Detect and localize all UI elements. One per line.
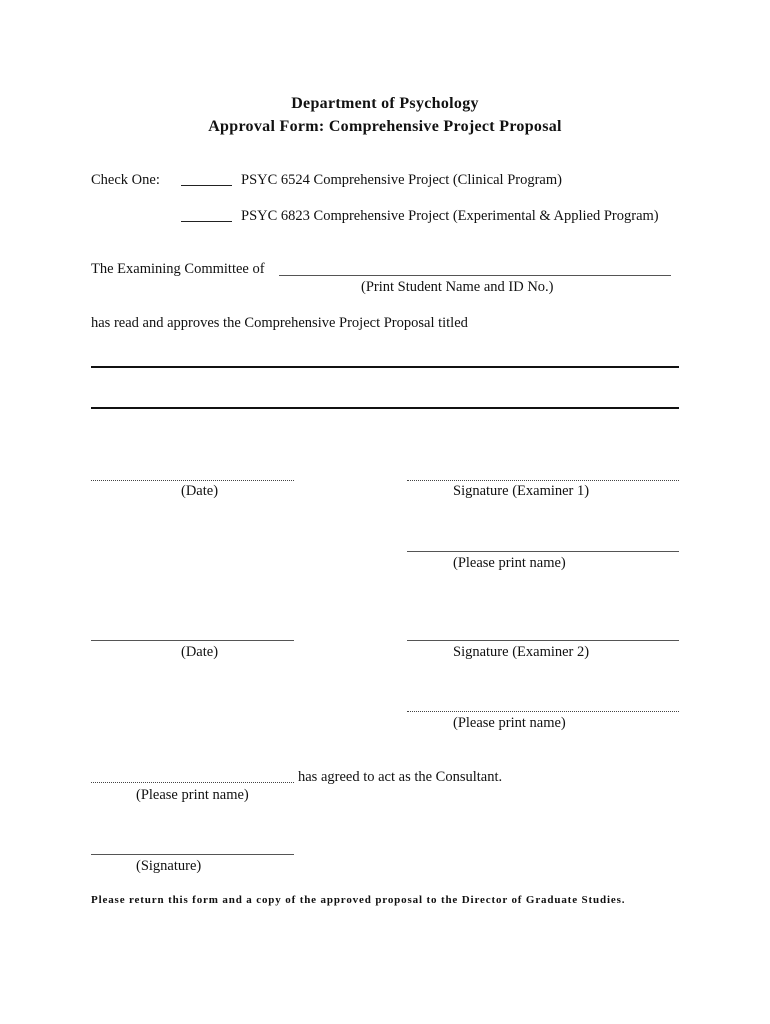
- examiner-2-signature-field[interactable]: [407, 640, 679, 641]
- option-clinical-text: PSYC 6524 Comprehensive Project (Clinical Program): [241, 172, 562, 188]
- student-name-field[interactable]: [279, 275, 671, 276]
- proposal-title-field-2[interactable]: [91, 407, 679, 409]
- student-name-caption: (Print Student Name and ID No.): [361, 279, 554, 295]
- consultant-signature-caption: (Signature): [136, 858, 202, 874]
- consultant-name-caption: (Please print name): [136, 787, 249, 803]
- approves-text: has read and approves the Comprehensive Project Proposal titled: [91, 315, 468, 331]
- check-one-label: Check One:: [91, 172, 160, 188]
- consultant-agreed-text: has agreed to act as the Consultant.: [298, 769, 503, 785]
- consultant-name-field[interactable]: [91, 782, 294, 783]
- examiner-2-name-field[interactable]: [407, 711, 679, 712]
- examiner-1-date-caption: (Date): [181, 483, 219, 499]
- check-blank-clinical[interactable]: [181, 185, 232, 186]
- return-instruction: Please return this form and a copy of the approved proposal to the Director of Graduate Studies.: [91, 894, 626, 906]
- proposal-title-field-1[interactable]: [91, 366, 679, 368]
- examiner-1-name-field[interactable]: [407, 551, 679, 552]
- examiner-1-signature-field[interactable]: [407, 480, 679, 481]
- examiner-1-signature-caption: Signature (Examiner 1): [453, 483, 590, 499]
- consultant-signature-field[interactable]: [91, 854, 294, 855]
- form-title: Approval Form: Comprehensive Project Proposal: [208, 118, 562, 135]
- examiner-2-date-caption: (Date): [181, 644, 219, 660]
- examiner-1-name-caption: (Please print name): [453, 555, 566, 571]
- examiner-1-date-field[interactable]: [91, 480, 294, 481]
- examiner-2-date-field[interactable]: [91, 640, 294, 641]
- department-title: Department of Psychology: [291, 95, 479, 112]
- examiner-2-signature-caption: Signature (Examiner 2): [453, 644, 590, 660]
- check-blank-experimental[interactable]: [181, 221, 232, 222]
- option-experimental-text: PSYC 6823 Comprehensive Project (Experimental & Applied Program): [241, 208, 659, 224]
- examiner-2-name-caption: (Please print name): [453, 715, 566, 731]
- committee-label: The Examining Committee of: [91, 261, 265, 277]
